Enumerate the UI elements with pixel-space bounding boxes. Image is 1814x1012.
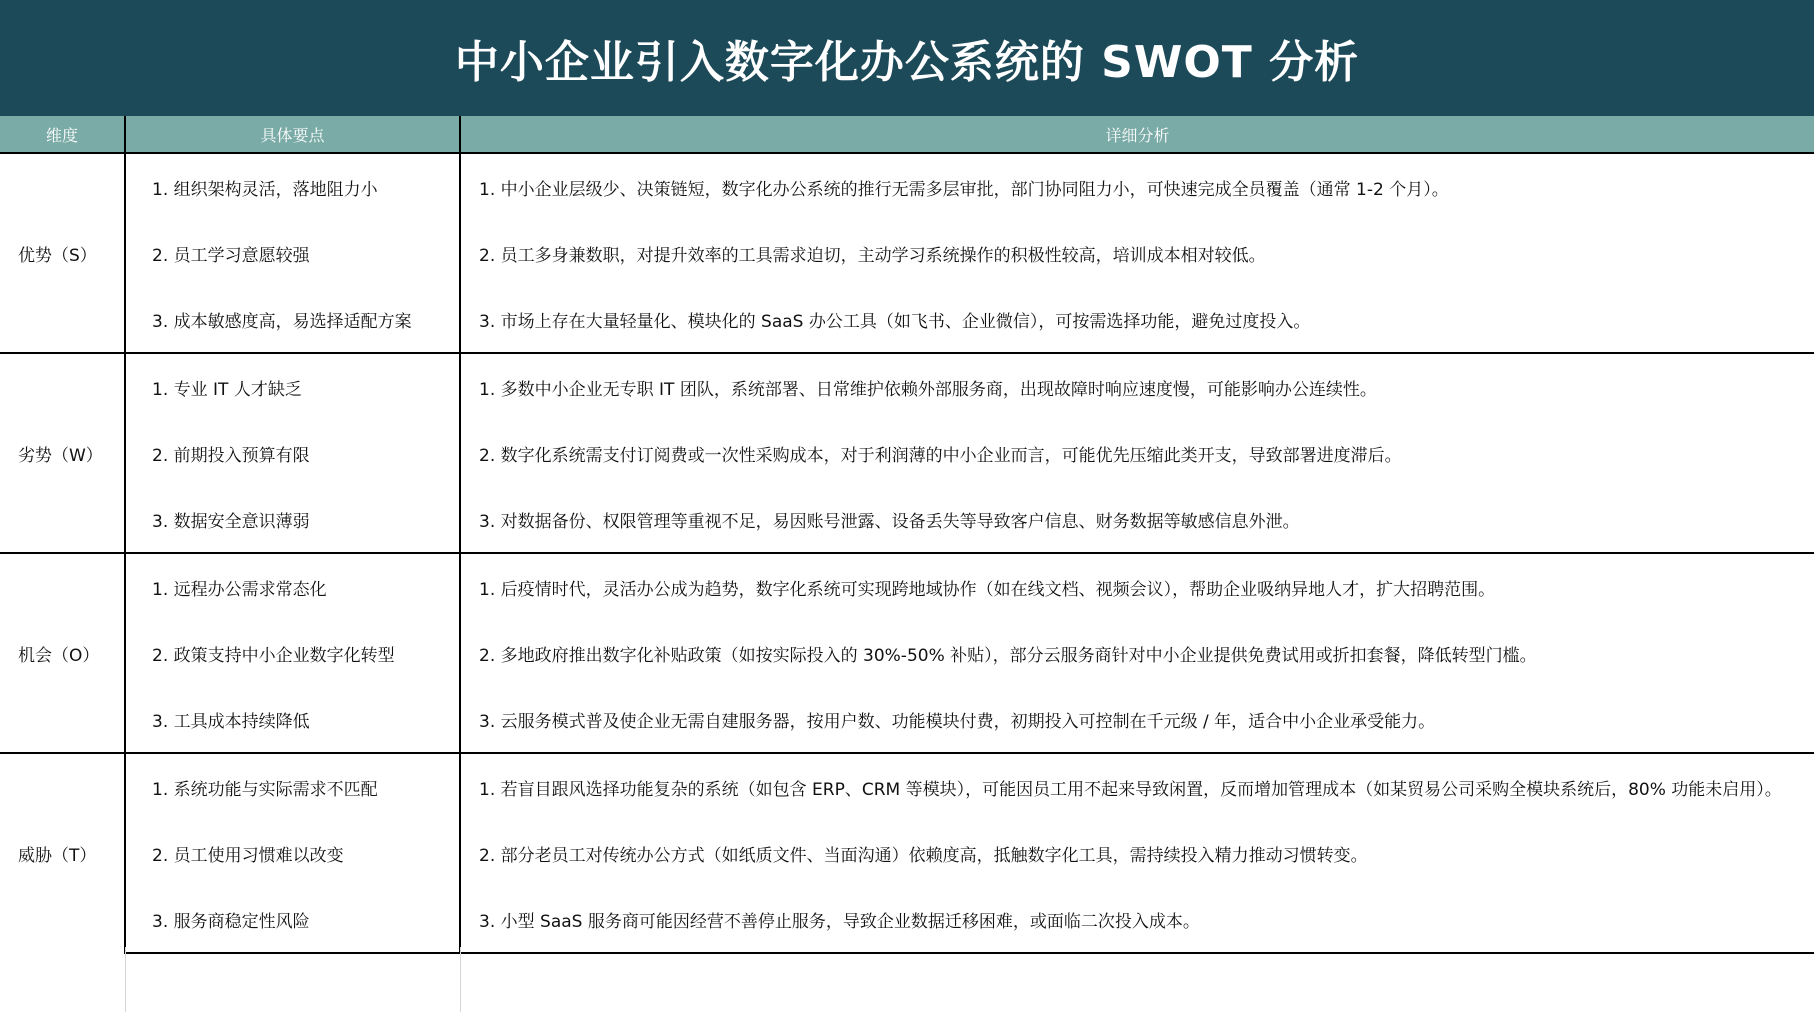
point-cell: 1. 组织架构灵活，落地阻力小 bbox=[125, 153, 460, 220]
table-row bbox=[0, 286, 1814, 353]
dimension-cell-opportunities: 机会（O） bbox=[0, 553, 125, 753]
page-title: 中小企业引入数字化办公系统的 SWOT 分析 bbox=[454, 37, 1360, 88]
swot-table bbox=[0, 116, 1814, 954]
analysis-cell: 2. 员工多身兼数职，对提升效率的工具需求迫切，主动学习系统操作的积极性较高，培训成本相对较低。 bbox=[479, 245, 1266, 266]
point-cell: 1. 系统功能与实际需求不匹配 bbox=[125, 753, 460, 820]
dimension-cell-strengths: 优势（S） bbox=[0, 153, 125, 353]
analysis-cell: 1. 多数中小企业无专职 IT 团队，系统部署、日常维护依赖外部服务商，出现故障时响应速度慢，可能影响办公连续性。 bbox=[460, 353, 1814, 420]
gridline bbox=[125, 947, 126, 1012]
analysis-cell: 2. 部分老员工对传统办公方式（如纸质文件、当面沟通）依赖度高，抵触数字化工具，需持续投入精力推动习惯转变。 bbox=[479, 845, 1368, 866]
point-cell: 2. 政策支持中小企业数字化转型 bbox=[125, 620, 460, 686]
empty-sheet-area bbox=[0, 947, 1814, 1012]
dimension-cell-weaknesses: 劣势（W） bbox=[0, 353, 125, 553]
table-row bbox=[0, 153, 1814, 220]
analysis-cell: 3. 市场上存在大量轻量化、模块化的 SaaS 办公工具（如飞书、企业微信），可按需选择功能，避免过度投入。 bbox=[479, 311, 1311, 332]
analysis-cell: 2. 数字化系统需支付订阅费或一次性采购成本，对于利润薄的中小企业而言，可能优先压缩此类开支，导致部署进度滞后。 bbox=[479, 445, 1402, 466]
column-header-dimension: 维度 bbox=[0, 116, 125, 153]
analysis-cell: 1. 中小企业层级少、决策链短，数字化办公系统的推行无需多层审批，部门协同阻力小，可快速完成全员覆盖（通常 1-2 个月）。 bbox=[460, 153, 1814, 220]
point-cell: 1. 专业 IT 人才缺乏 bbox=[125, 353, 460, 420]
point-cell: 3. 工具成本持续降低 bbox=[125, 686, 460, 753]
point-cell: 1. 远程办公需求常态化 bbox=[125, 553, 460, 620]
table-row bbox=[0, 753, 1814, 820]
analysis-cell: 1. 后疫情时代，灵活办公成为趋势，数字化系统可实现跨地域协作（如在线文档、视频会议），帮助企业吸纳异地人才，扩大招聘范围。 bbox=[460, 553, 1814, 620]
gridline bbox=[460, 947, 461, 1012]
point-cell: 2. 员工使用习惯难以改变 bbox=[125, 820, 460, 886]
point-cell: 3. 成本敏感度高，易选择适配方案 bbox=[125, 286, 460, 353]
table-row bbox=[0, 686, 1814, 753]
analysis-cell: 3. 小型 SaaS 服务商可能因经营不善停止服务，导致企业数据迁移困难，或面临二次投入成本。 bbox=[460, 886, 1814, 953]
analysis-cell: 2. 多地政府推出数字化补贴政策（如按实际投入的 30%-50% 补贴），部分云服务商针对中小企业提供免费试用或折扣套餐，降低转型门槛。 bbox=[479, 645, 1537, 666]
point-cell: 3. 服务商稳定性风险 bbox=[125, 886, 460, 953]
table-row bbox=[0, 886, 1814, 953]
title-bar bbox=[0, 0, 1814, 116]
column-header-points: 具体要点 bbox=[125, 116, 460, 153]
column-header-analysis: 详细分析 bbox=[460, 116, 1814, 153]
table-row bbox=[0, 620, 1814, 686]
point-cell: 2. 员工学习意愿较强 bbox=[125, 220, 460, 286]
table-row bbox=[0, 820, 1814, 886]
table-row bbox=[0, 553, 1814, 620]
analysis-cell: 3. 云服务模式普及使企业无需自建服务器，按用户数、功能模块付费，初期投入可控制在千元级 / 年，适合中小企业承受能力。 bbox=[479, 711, 1436, 732]
point-cell: 3. 数据安全意识薄弱 bbox=[125, 486, 460, 553]
analysis-cell: 1. 若盲目跟风选择功能复杂的系统（如包含 ERP、CRM 等模块），可能因员工用不起来导致闲置，反而增加管理成本（如某贸易公司采购全模块系统后，80% 功能未启用）。 bbox=[460, 753, 1814, 820]
table-row bbox=[0, 353, 1814, 420]
analysis-cell: 3. 对数据备份、权限管理等重视不足，易因账号泄露、设备丢失等导致客户信息、财务数据等敏感信息外泄。 bbox=[479, 511, 1300, 532]
dimension-cell-threats: 威胁（T） bbox=[0, 753, 125, 953]
table-row bbox=[0, 486, 1814, 553]
header-row bbox=[0, 116, 1814, 153]
point-cell: 2. 前期投入预算有限 bbox=[125, 420, 460, 486]
table-row bbox=[0, 420, 1814, 486]
table-row bbox=[0, 220, 1814, 286]
